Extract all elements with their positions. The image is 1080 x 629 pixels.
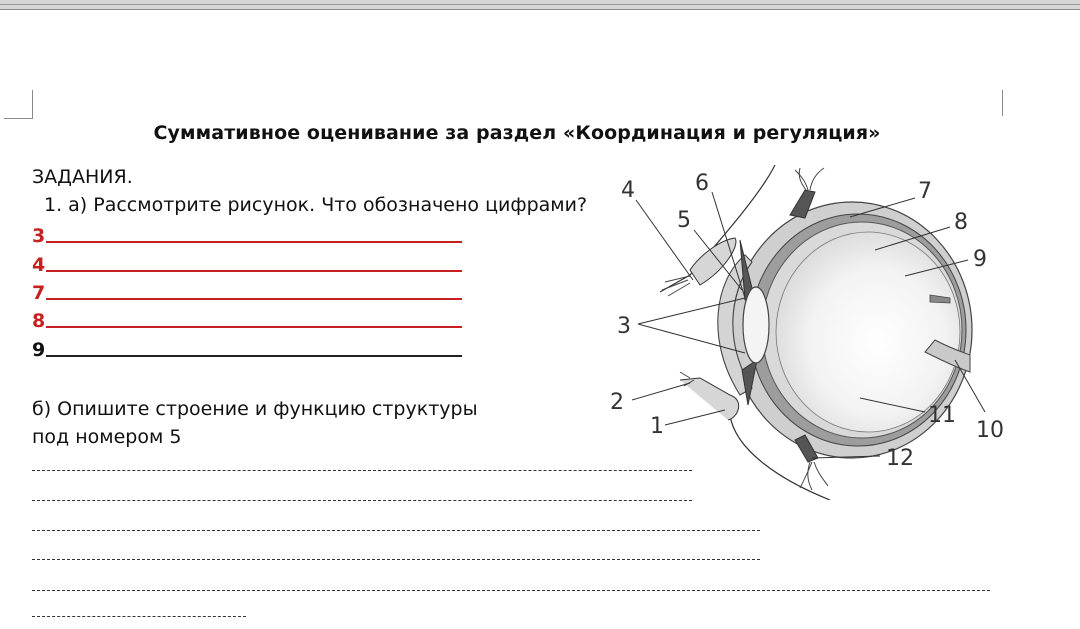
task-b-line-1: б) Опишите строение и функцию структуры [32, 398, 478, 420]
top-bar-divider [0, 4, 1080, 5]
answer-number: 9 [32, 339, 46, 361]
vitreous-body [776, 232, 960, 432]
task-b-text [32, 395, 478, 451]
lower-nerve-fibres [800, 462, 828, 490]
answer-line-8[interactable] [32, 307, 472, 335]
label-2: 2 [610, 390, 624, 415]
label-12: 12 [886, 446, 914, 471]
label-1: 1 [650, 414, 664, 439]
upper-lid-fibres [662, 276, 690, 296]
label-7: 7 [918, 179, 932, 204]
label-8: 8 [954, 210, 968, 235]
upper-nerve-fibres [795, 168, 824, 190]
label-6: 6 [695, 171, 709, 196]
label-4: 4 [621, 178, 635, 203]
writing-line[interactable] [32, 500, 692, 501]
eye-diagram [600, 160, 1020, 500]
writing-line[interactable] [32, 559, 760, 560]
writing-line[interactable] [32, 616, 246, 617]
label-11: 11 [928, 403, 956, 428]
page-corner-mark-left [4, 90, 33, 119]
page-corner-mark-right [1002, 90, 1003, 116]
answer-line-3[interactable] [32, 222, 472, 250]
writing-line[interactable] [32, 470, 692, 471]
label-5: 5 [677, 208, 691, 233]
answer-line-9[interactable] [32, 336, 472, 364]
label-3: 3 [617, 314, 631, 339]
leader-1 [665, 410, 725, 425]
label-10: 10 [976, 418, 1004, 443]
task-b-line-2: под номером 5 [32, 426, 182, 448]
answer-line-7[interactable] [32, 279, 472, 307]
tasks-heading: ЗАДАНИЯ. [32, 166, 133, 188]
page-title: Суммативное оценивание за раздел «Координация и регуляция» [153, 122, 881, 144]
label-9: 9 [973, 247, 987, 272]
question-1a: 1. а) Рассмотрите рисунок. Что обозначено цифрами? [44, 194, 588, 216]
writing-line[interactable] [32, 590, 990, 591]
answer-number: 7 [32, 282, 46, 304]
leader-2 [632, 383, 690, 400]
window-top-bar [0, 0, 1080, 10]
answer-line-4[interactable] [32, 251, 472, 279]
answer-number: 4 [32, 254, 46, 276]
writing-line[interactable] [32, 530, 760, 531]
answer-number: 3 [32, 225, 46, 247]
answer-number: 8 [32, 310, 46, 332]
lens [743, 287, 769, 363]
